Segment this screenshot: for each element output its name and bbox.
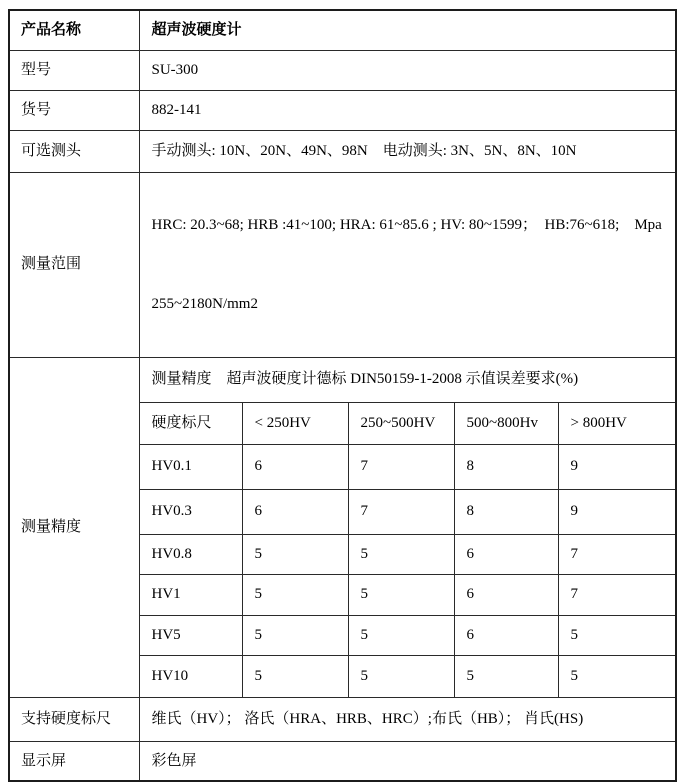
hv-value: 6: [454, 574, 558, 615]
row-model: [9, 50, 676, 90]
hv-scale: HV1: [139, 574, 242, 615]
product-name-label: 产品名称: [9, 10, 139, 50]
model-label: 型号: [9, 50, 139, 90]
hv-value: 5: [558, 615, 676, 655]
probes-value: 手动测头: 10N、20N、49N、98N 电动测头: 3N、5N、8N、10N: [139, 130, 676, 172]
hv-value: 9: [558, 444, 676, 489]
hv-value: 5: [454, 655, 558, 697]
display-value: 彩色屏: [139, 741, 676, 781]
hv-value: 7: [348, 489, 454, 534]
model-value: SU-300: [139, 50, 676, 90]
hv-value: 5: [348, 574, 454, 615]
hv-value: 6: [242, 444, 348, 489]
supported-scales-value: 维氏（HV）； 洛氏（HRA、HRB、HRC）;布氏（HB）； 肖氏(HS): [139, 697, 676, 741]
hv-value: 5: [242, 655, 348, 697]
row-measuring-range: [9, 172, 676, 357]
measuring-range-line2: 255~2180N/mm2: [151, 295, 258, 312]
row-display: [9, 741, 676, 781]
row-item-number: [9, 90, 676, 130]
hv-scale: HV5: [139, 615, 242, 655]
hv-value: 6: [454, 615, 558, 655]
measuring-range-value: [139, 172, 676, 357]
hv-value: 7: [558, 574, 676, 615]
hv-value: 7: [348, 444, 454, 489]
accuracy-col-lt250: < 250HV: [242, 402, 348, 444]
hv-value: 5: [348, 615, 454, 655]
product-spec-table: [8, 9, 677, 782]
measuring-range-label: 测量范围: [9, 172, 139, 357]
item-number-value: 882-141: [139, 90, 676, 130]
product-name-value: 超声波硬度计: [139, 10, 676, 50]
row-supported-scales: [9, 697, 676, 741]
item-number-label: 货号: [9, 90, 139, 130]
probes-label: 可选测头: [9, 130, 139, 172]
supported-scales-label: 支持硬度标尺: [9, 697, 139, 741]
hv-scale: HV0.3: [139, 489, 242, 534]
hv-value: 5: [348, 534, 454, 574]
hv-value: 5: [242, 615, 348, 655]
accuracy-col-500-800: 500~800Hv: [454, 402, 558, 444]
hv-value: 9: [558, 489, 676, 534]
hv-scale: HV0.1: [139, 444, 242, 489]
accuracy-label: 测量精度: [9, 357, 139, 697]
accuracy-col-gt800: > 800HV: [558, 402, 676, 444]
hv-value: 7: [558, 534, 676, 574]
hv-value: 5: [242, 534, 348, 574]
accuracy-col-250-500: 250~500HV: [348, 402, 454, 444]
hv-value: 6: [242, 489, 348, 534]
display-label: 显示屏: [9, 741, 139, 781]
row-accuracy-header: [9, 357, 676, 402]
hv-value: 6: [454, 534, 558, 574]
hv-scale: HV0.8: [139, 534, 242, 574]
hv-value: 5: [242, 574, 348, 615]
hv-value: 5: [558, 655, 676, 697]
accuracy-header: 测量精度 超声波硬度计德标 DIN50159-1-2008 示值误差要求(%): [139, 357, 676, 402]
accuracy-col-scale: 硬度标尺: [139, 402, 242, 444]
hv-value: 8: [454, 444, 558, 489]
measuring-range-line1: HRC: 20.3~68; HRB :41~100; HRA: 61~85.6 ; HV: 80~1599； HB:76~618; Mpa: [151, 217, 662, 233]
row-product-name: [9, 10, 676, 50]
row-probes: [9, 130, 676, 172]
hv-value: 5: [348, 655, 454, 697]
hv-scale: HV10: [139, 655, 242, 697]
hv-value: 8: [454, 489, 558, 534]
